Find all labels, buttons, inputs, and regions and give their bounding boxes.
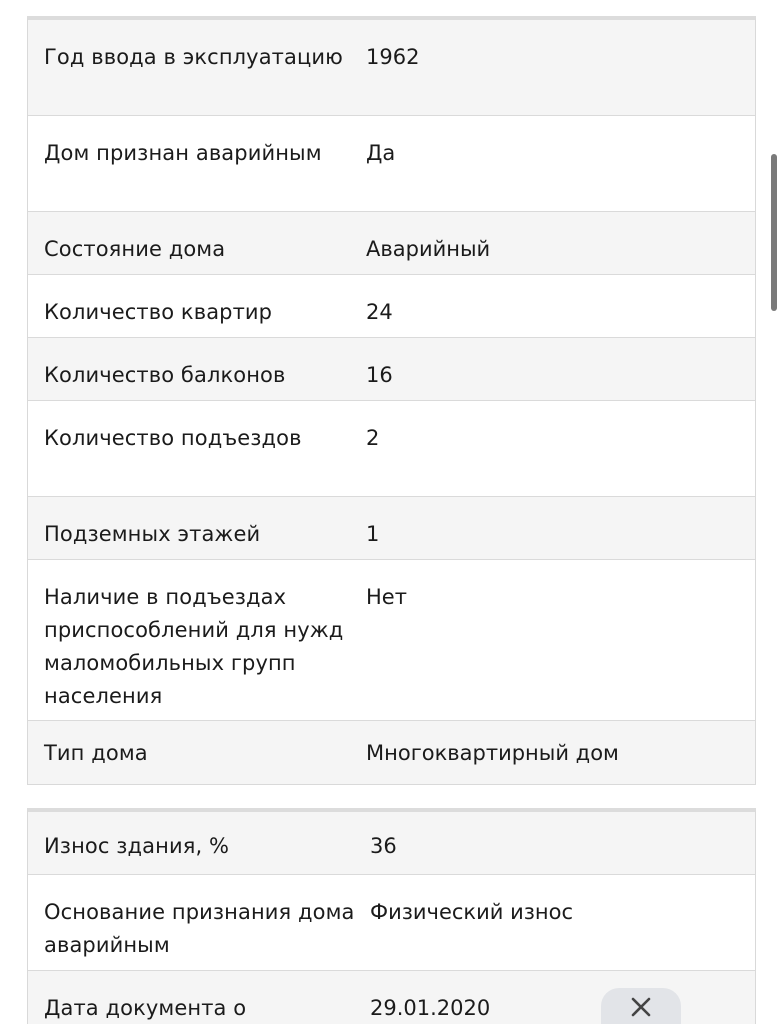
table-row (28, 812, 755, 875)
row-value: 1 (366, 522, 380, 546)
scrollbar[interactable] (771, 154, 777, 311)
close-button[interactable] (601, 988, 681, 1024)
row-label: Количество подъездов (44, 426, 302, 450)
table-row (28, 875, 755, 971)
row-label: Основание признания дома аварийным (44, 900, 355, 957)
row-value: 36 (370, 834, 397, 858)
row-value: 29.01.2020 (370, 996, 491, 1020)
table-row (28, 497, 755, 560)
row-value: 16 (366, 363, 393, 387)
row-value: Нет (366, 585, 407, 609)
row-value: Физический износ (370, 900, 574, 924)
row-label: Дата документа о (44, 996, 247, 1020)
row-value: 1962 (366, 45, 420, 69)
row-label: Износ здания, % (44, 834, 230, 858)
table-row (28, 401, 755, 497)
row-label: Подземных этажей (44, 522, 261, 546)
row-value: 2 (366, 426, 380, 450)
table-row (28, 560, 755, 721)
close-icon (630, 996, 652, 1018)
table-row (28, 721, 755, 784)
table-row (28, 338, 755, 401)
row-label: Тип дома (44, 741, 148, 765)
row-value: Да (366, 141, 396, 165)
row-label: Количество балконов (44, 363, 286, 387)
row-value: 24 (366, 300, 393, 324)
table-row (28, 20, 755, 116)
table-row (28, 116, 755, 212)
row-label: Год ввода в эксплуатацию (44, 45, 343, 69)
house-info-table (27, 16, 756, 785)
row-label: Дом признан аварийным (44, 141, 322, 165)
row-value: Многоквартирный дом (366, 741, 619, 765)
row-label: Состояние дома (44, 237, 226, 261)
row-label: Количество квартир (44, 300, 273, 324)
table-row (28, 275, 755, 338)
table-row (28, 212, 755, 275)
row-value: Аварийный (366, 237, 491, 261)
row-label: Наличие в подъездах приспособлений для нужд маломобильных групп населения (44, 585, 344, 708)
